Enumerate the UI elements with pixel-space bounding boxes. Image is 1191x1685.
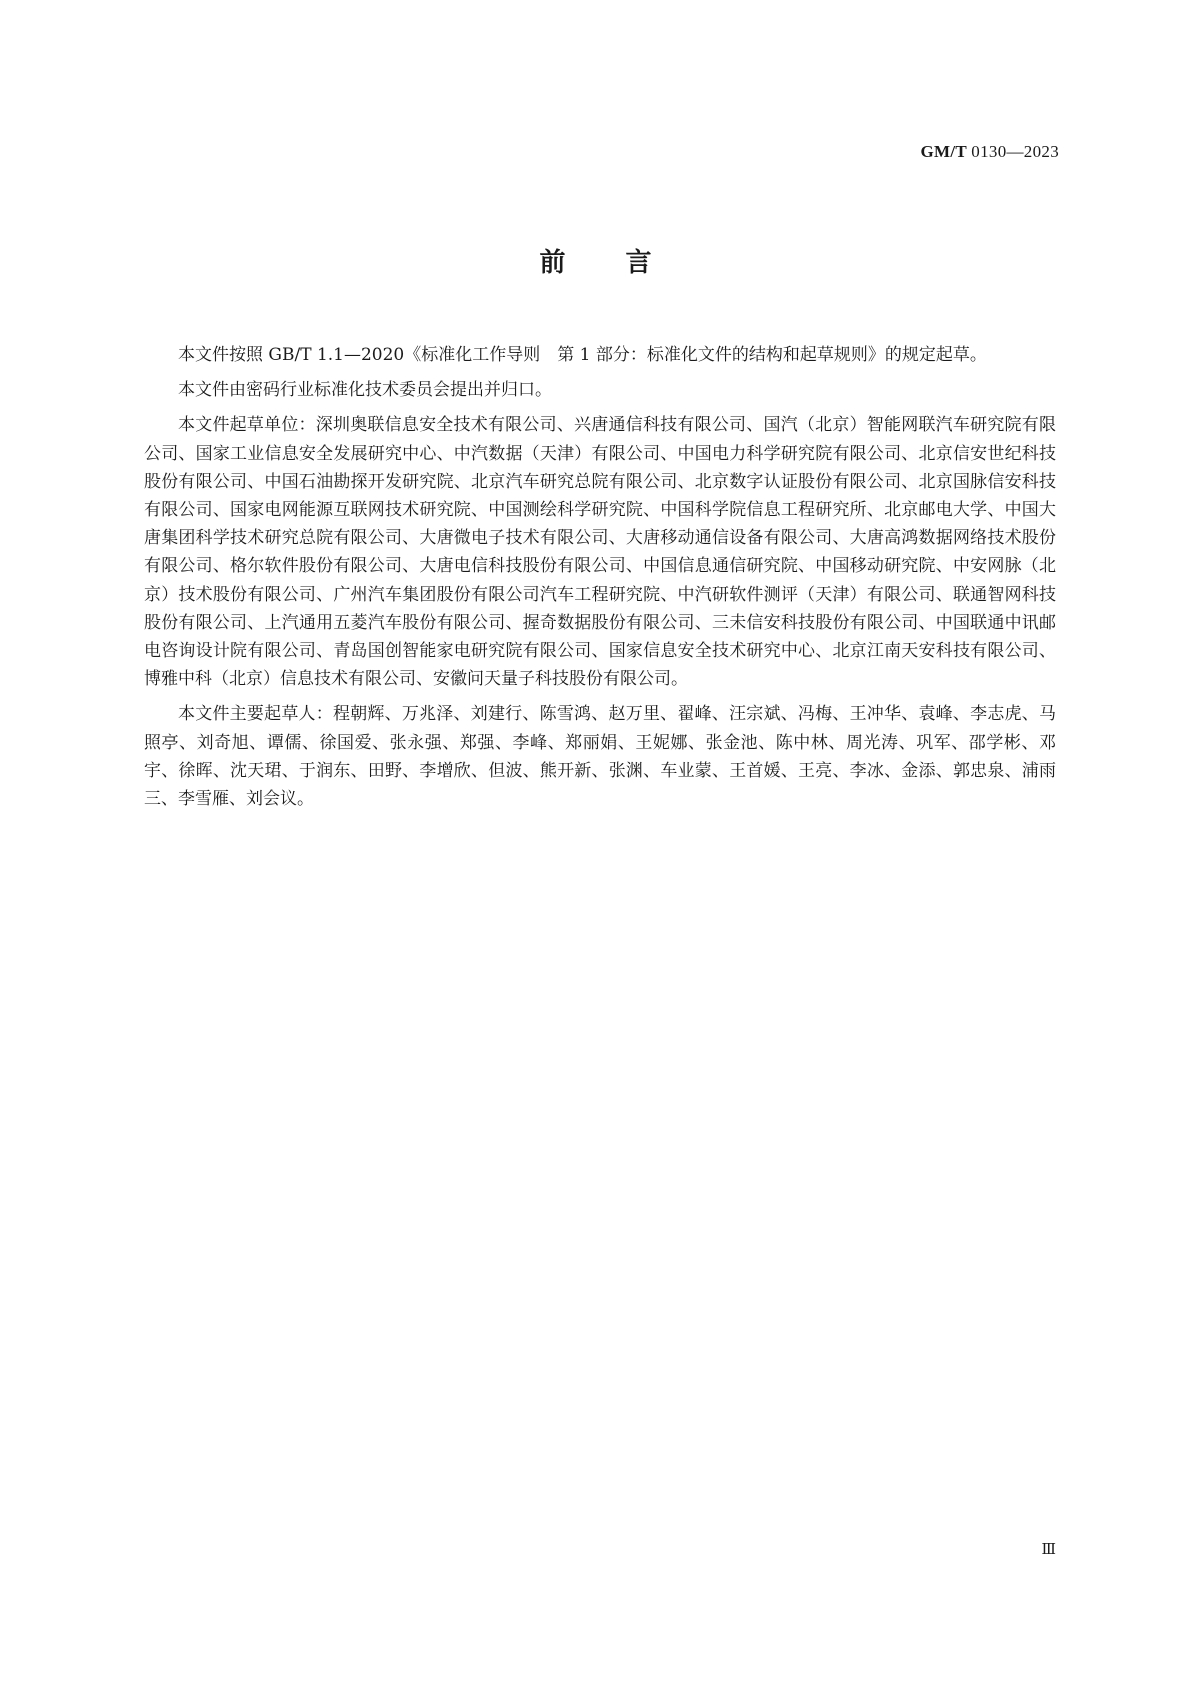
document-code-prefix: GM/T <box>920 142 967 161</box>
paragraph-drafters: 本文件主要起草人：程朝辉、万兆泽、刘建行、陈雪鸿、赵万里、翟峰、汪宗斌、冯梅、王冲华、袁峰、李志虎、马照亭、刘奇旭、谭儒、徐国爱、张永强、郑强、李峰、郑丽娟、王妮娜、张金池、陈中林、周光涛、巩军、邵学彬、邓宇、徐晖、沈天珺、于润东、田野、李增欣、但波、熊开新、张渊、车业蒙、王首媛、王亮、李冰、金添、郭忠泉、浦雨三、李雪雁、刘会议。 <box>144 704 1056 810</box>
document-code <box>921 142 1060 162</box>
page-number: Ⅲ <box>1041 1542 1056 1558</box>
paragraph-drafting-rules: 本文件按照 GB/T 1.1—2020《标准化工作导则 第 1 部分：标准化文件的结构和起草规则》的规定起草。 <box>178 345 987 365</box>
document-code-number: 0130—2023 <box>971 142 1059 161</box>
paragraph-proposer: 本文件由密码行业标准化技术委员会提出并归口。 <box>178 380 552 401</box>
foreword-body <box>144 341 1056 820</box>
page-title: 前言 <box>539 248 712 278</box>
paragraph-drafting-organizations: 本文件起草单位：深圳奥联信息安全技术有限公司、兴唐通信科技有限公司、国汽（北京）智能网联汽车研究院有限公司、国家工业信息安全发展研究中心、中汽数据（天津）有限公司、中国电力科学研究院有限公司、北京信安世纪科技股份有限公司、中国石油勘探开发研究院、北京汽车研究总院有限公司、北京数字认证股份有限公司、北京国脉信安科技有限公司、国家电网能源互联网技术研究院、中国测绘科学研究院、中国科学院信息工程研究所、北京邮电大学、中国大唐集团科学技术研究总院有限公司、大唐微电子技术有限公司、大唐移动通信设备有限公司、大唐高鸿数据网络技术股份有限公司、格尔软件股份有限公司、大唐电信科技股份有限公司、中国信息通信研究院、中国移动研究院、中安网脉（北京）技术股份有限公司、广州汽车集团股份有限公司汽车工程研究院、中汽研软件测评（天津）有限公司、联通智网科技股份有限公司、上汽通用五菱汽车股份有限公司、握奇数据股份有限公司、三未信安科技股份有限公司、中国联通中讯邮电咨询设计院有限公司、青岛国创智能家电研究院有限公司、国家信息安全技术研究中心、北京江南天安科技有限公司、博雅中科（北京）信息技术有限公司、安徽问天量子科技股份有限公司。 <box>144 415 1056 690</box>
